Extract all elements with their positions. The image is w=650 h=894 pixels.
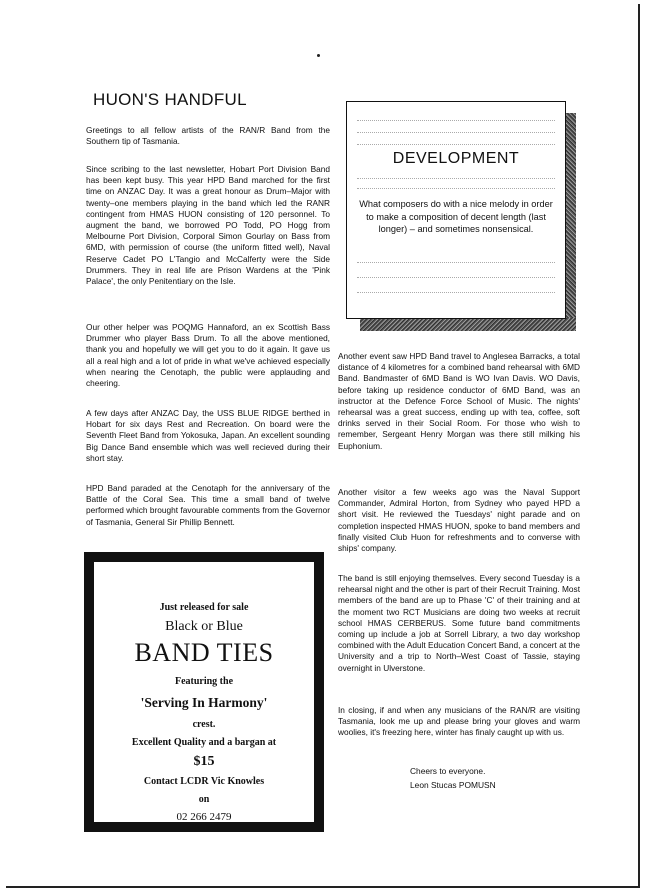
development-heading: DEVELOPMENT [392,150,520,167]
development-box-shadow-bottom [360,318,576,331]
ad-on: on [198,794,210,805]
dotted-rule [357,120,555,122]
paragraph-uss-blue-ridge: A few days after ANZAC Day, the USS BLUE RIDGE berthed in Hobart for six days Rest and Recreation. On board were the Seventh Fleet Band from Yokosuka, Japan. An excellent sounding Big Dance Band ensemble which was well recieved during their short stay. [86,408,330,463]
ad-serving-in-harmony: 'Serving In Harmony' [140,695,268,710]
dotted-rule [357,292,555,294]
band-ties-advert [84,552,324,832]
ad-just-released: Just released for sale [159,602,249,613]
dotted-rule [357,262,555,264]
paragraph-greetings: Greetings to all fellow artists of the RAN/R Band from the Southern tip of Tasmania. [86,125,330,147]
ad-contact: Contact LCDR Vic Knowles [143,776,265,787]
article-title: HUON'S HANDFUL [93,90,247,110]
page-dot [317,54,320,57]
paragraph-coral-sea: HPD Band paraded at the Cenotaph for the anniversary of the Battle of the Coral Sea. This time a small band of twelve performed which brought favourable comments from the Governor of Tasmania, General Sir Phillip Bennett. [86,483,330,527]
ad-crest: crest. [192,719,216,730]
ad-black-or-blue: Black or Blue [165,619,243,634]
ad-phone-number: 02 266 2479 [176,811,232,823]
paragraph-anglesea-barracks: Another event saw HPD Band travel to Anglesea Barracks, a total distance of 4 kilometres for a combined band rehearsal with 6MD Band. Bandmaster of 6MD Band is WO Ivan Davis. WO Davis, before taking up residence conductor of 6MD Band, was an instructor at the Defence Force School of Music. The nights' rehearsal was a great success, ending up with tea, coffee, soft drinks served in their Social Room. For those who wish to remember, Sergeant Henry Morgan was there still milking his Euphonium. [338,351,580,451]
ad-featuring: Featuring the [174,676,234,687]
paragraph-naval-visitor: Another visitor a few weeks ago was the Naval Support Commander, Admiral Horton, from Sydney who payed HPD a short visit. He reviewed the Tuesdays' night parade and on completion inspected HMAS HUON, spoke to band members and finally visited Club Huon for refreshments and to converse with ships' company. [338,487,580,554]
ad-band-ties: BAND TIES [134,638,274,667]
ad-excellent-quality: Excellent Quality and a bargan at [131,737,277,748]
development-definition: What composers do with a nice melody in order to make a composition of decent length (last longer) – and sometimes nonsensical. [359,199,553,234]
development-box [346,101,566,319]
paragraph-band-enjoying: The band is still enjoying themselves. Every second Tuesday is a rehearsal night and the other is part of their Recruit Training. Most members of the band are up to Phase 'C' of their training and at the moment two RCT Musicians are doing two weeks at recruit school HMAS CERBERUS. Some future band commitments coming up include a job at Sorrell Library, a two day workshop combined with the Adult Education Concert Band, a concert at the University and a trip to North–West Coast of Tassie, staying overnight in Ulverstone. [338,573,580,673]
signoff-cheers: Cheers to everyone. [410,766,486,776]
dotted-rule [357,178,555,180]
dotted-rule [357,277,555,279]
dotted-rule [357,132,555,134]
paragraph-other-helper: Our other helper was POQMG Hannaford, an ex Scottish Bass Drummer who player Bass Drum. To all the above mentioned, thank you and hopefully we will get you to do it again. It gave us all a real high and a lot of pride in what we've achieved especially when nearing the Cenotaph, the public were applauding and cheering. [86,322,330,389]
dotted-rule [357,144,555,146]
signoff-name: Leon Stucas POMUSN [410,780,496,790]
paragraph-closing: In closing, if and when any musicians of the RAN/R are visiting Tasmania, look me up and please bring your gloves and warm woolies, it's freezing here, winter has finaly caught up with us. [338,705,580,738]
dotted-rule [357,188,555,190]
ad-price: $15 [193,754,215,769]
paragraph-anzac-day: Since scribing to the last newsletter, Hobart Port Division Band has been kept busy. This year HPD Band marched for the first time on ANZAC Day. It was a great honour as Drum–Major with twenty–one members playing in the band which led the RANR contingent from HMAS HUON consisting of 120 personnel. To augment the band, we borrowed PO Todd, PO Hogg from Melbourne Port Division, Corporal Simon Gourlay on Bass from 6MD, with permission of course (the uniform fitted well), Naval Reserve Cadet PO L'Tangio and McCalferty were the Side Drummers. They in real life are Prison Wardens at the 'Pink Palace', the only Penitentiary on the Isle. [86,164,330,287]
band-ties-advert-inner [94,562,314,822]
